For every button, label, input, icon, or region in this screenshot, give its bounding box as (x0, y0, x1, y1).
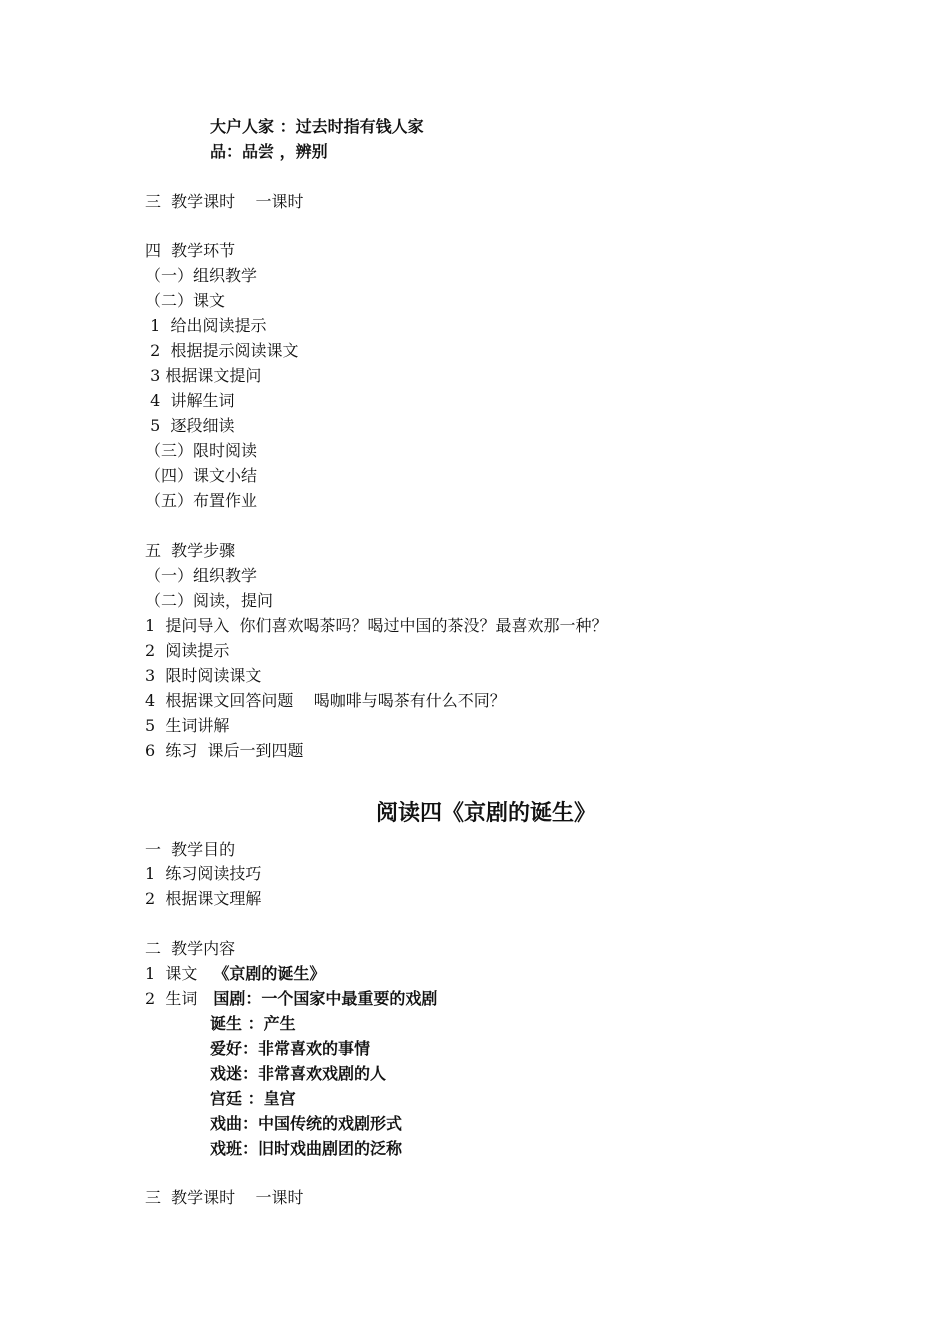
list-item: （三）限时阅读 (145, 441, 258, 460)
vocab-line: 爱好：非常喜欢的事情 (210, 1039, 371, 1058)
list-item: （二）课文 (145, 291, 226, 310)
vocab-line: 国剧：一个国家中最重要的戏剧 (213, 989, 438, 1008)
section-hours: 三 教学课时 一课时 (145, 192, 304, 211)
vocab-label: 2 生词 (145, 989, 198, 1008)
vocab-line: 戏班：旧时戏曲剧团的泛称 (210, 1139, 403, 1158)
list-item: 3 限时阅读课文 (145, 666, 262, 685)
list-item: （五）布置作业 (145, 491, 258, 510)
text-label: 1 课文 (145, 964, 198, 983)
section-title: 五 教学步骤 (145, 541, 236, 560)
vocab-row (145, 989, 437, 1009)
vocab-line: 品：品尝 ，辨别 (210, 142, 328, 161)
vocab-line: 大户人家 ：过去时指有钱人家 (210, 117, 424, 136)
section-title: 四 教学环节 (145, 241, 236, 260)
list-item: （一）组织教学 (145, 266, 258, 285)
list-item: 5 逐段细读 (145, 416, 235, 435)
vocab-line: 诞生 ：产生 (210, 1014, 296, 1033)
list-item: 1 给出阅读提示 (145, 316, 267, 335)
list-item: （一）组织教学 (145, 566, 258, 585)
section-hours: 三 教学课时 一课时 (145, 1188, 304, 1207)
list-item: 2 根据课文理解 (145, 889, 262, 908)
section-title: 二 教学内容 (145, 939, 236, 958)
vocab-line: 戏曲：中国传统的戏剧形式 (210, 1114, 403, 1133)
list-item: （四）课文小结 (145, 466, 258, 485)
list-item: 2 阅读提示 (145, 641, 230, 660)
list-item: 6 练习 课后一到四题 (145, 741, 304, 760)
list-item: 4 讲解生词 (145, 391, 235, 410)
text-title: 《京剧的诞生》 (213, 964, 326, 983)
vocab-line: 宫廷 ：皇宫 (210, 1089, 296, 1108)
section-title: 一 教学目的 (145, 840, 236, 859)
list-item: 2 根据提示阅读课文 (145, 341, 299, 360)
list-item: 1 提问导入 你们喜欢喝茶吗？喝过中国的茶没？最喜欢那一种？ (145, 616, 608, 635)
list-item: （二）阅读，提问 (145, 591, 274, 610)
list-item: 4 根据课文回答问题 喝咖啡与喝茶有什么不同？ (145, 691, 506, 710)
vocab-line: 戏迷：非常喜欢戏剧的人 (210, 1064, 387, 1083)
lesson-heading: 阅读四《京剧的诞生》 (375, 801, 596, 826)
list-item: 5 生词讲解 (145, 716, 230, 735)
list-item: 3 根据课文提问 (145, 366, 262, 385)
text-row (145, 964, 325, 984)
list-item: 1 练习阅读技巧 (145, 864, 262, 883)
